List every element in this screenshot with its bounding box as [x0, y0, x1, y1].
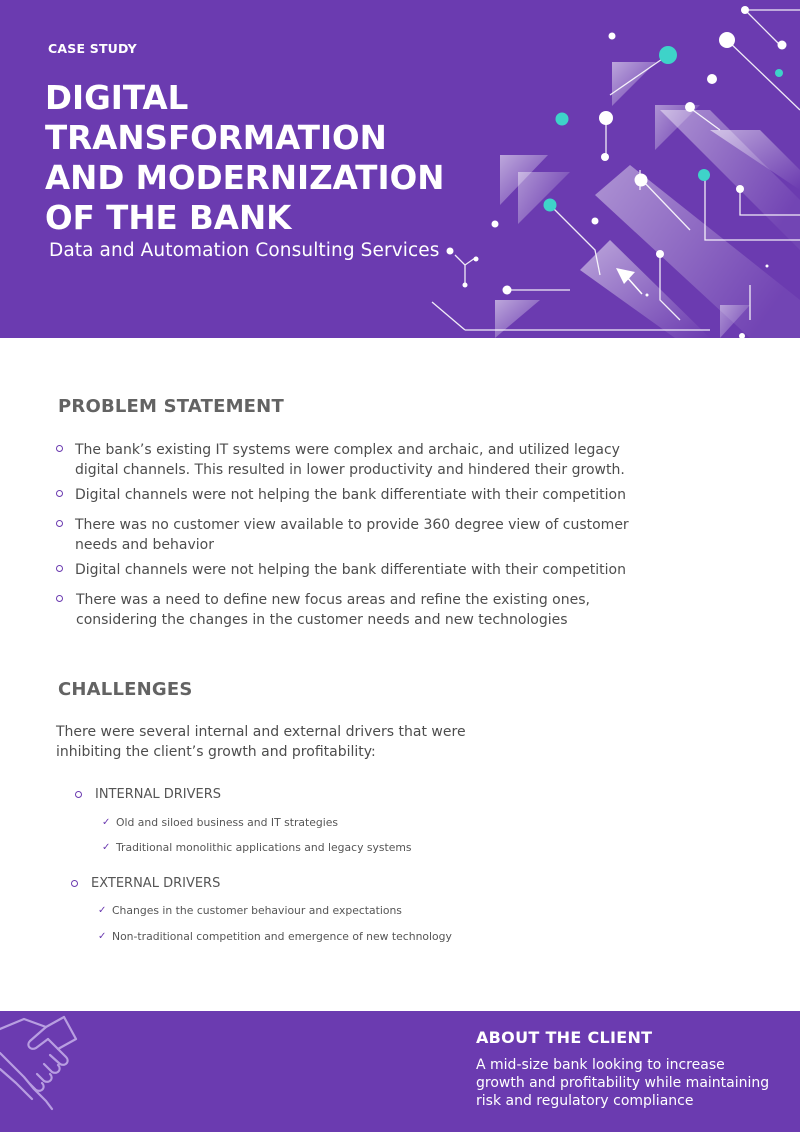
about-client-text: A mid-size bank looking to increase growth and profitability while maintaining risk and regulatory compliance — [476, 1057, 770, 1109]
page-subtitle: Data and Automation Consulting Services — [49, 240, 440, 261]
page-title — [45, 78, 525, 238]
list-item: ✓ Non-traditional competition and emergence of new technology — [98, 930, 452, 943]
hero-banner — [0, 0, 800, 338]
handshake-icon — [0, 1011, 89, 1119]
list-item: The bank’s existing IT systems were complex and archaic, and utilized legacy digital channels. This resulted in lower productivity and hindered their growth. — [56, 440, 636, 480]
bullet-ring-icon — [75, 791, 82, 798]
problem-list — [56, 440, 636, 635]
bullet-ring-icon — [56, 520, 63, 527]
about-client-heading: ABOUT THE CLIENT — [476, 1028, 653, 1047]
check-icon: ✓ — [102, 842, 111, 853]
check-icon: ✓ — [102, 817, 111, 828]
list-item: Digital channels were not helping the bank differentiate with their competition — [56, 485, 636, 505]
problem-heading: PROBLEM STATEMENT — [58, 396, 284, 417]
check-icon: ✓ — [98, 931, 107, 942]
list-item: ✓ Old and siloed business and IT strategies — [102, 816, 339, 829]
bullet-ring-icon — [56, 490, 63, 497]
eyebrow-label: CASE STUDY — [48, 41, 137, 56]
challenges-intro: There were several internal and external drivers that were inhibiting the client’s growth and profitability: — [56, 724, 466, 760]
list-item: There was no customer view available to provide 360 degree view of customer needs and behavior — [56, 515, 636, 555]
bullet-ring-icon — [56, 565, 63, 572]
list-item: ✓ Changes in the customer behaviour and expectations — [98, 904, 402, 917]
bullet-ring-icon — [56, 445, 63, 452]
external-drivers-label: EXTERNAL DRIVERS — [71, 876, 220, 891]
check-icon: ✓ — [98, 905, 107, 916]
challenges-heading: CHALLENGES — [58, 679, 193, 700]
bullet-ring-icon — [71, 880, 78, 887]
internal-drivers-label: INTERNAL DRIVERS — [75, 787, 221, 802]
list-item: Digital channels were not helping the bank differentiate with their competition — [56, 560, 636, 580]
bullet-ring-icon — [56, 595, 63, 602]
list-item: There was a need to define new focus areas and refine the existing ones, considering the changes in the customer needs and new technologies — [56, 590, 636, 630]
about-client-banner — [0, 1011, 800, 1132]
title-line-3: OF THE BANK — [45, 199, 292, 237]
title-line-2: AND MODERNIZATION — [45, 159, 445, 197]
title-line-1: DIGITAL TRANSFORMATION — [45, 79, 387, 157]
list-item: ✓ Traditional monolithic applications and legacy systems — [102, 841, 412, 854]
